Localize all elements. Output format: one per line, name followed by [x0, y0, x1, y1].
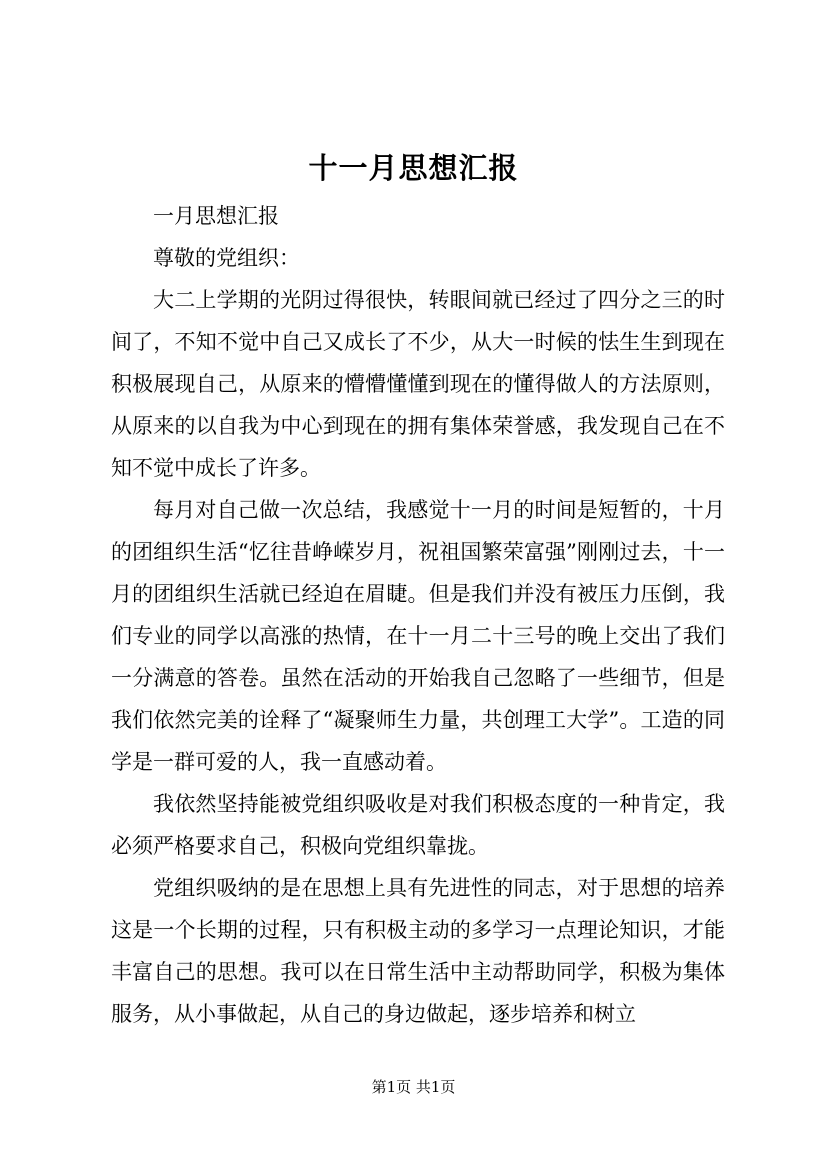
- paragraph-4: 党组织吸纳的是在思想上具有先进性的同志，对于思想的培养这是一个长期的过程，只有积极主动的多学习一点理论知识，才能丰富自己的思想。我可以在日常生活中主动帮助同学，积极为集体服务，从小事做起，从自己的身边做起，逐步培养和树立: [111, 876, 725, 1026]
- paragraph-subtitle: 一月思想汇报: [153, 204, 279, 228]
- paragraph-salutation: 尊敬的党组织：: [153, 246, 300, 270]
- paragraph-3: 我依然坚持能被党组织吸收是对我们积极态度的一种肯定，我必须严格要求自己，积极向党组织靠拢。: [111, 792, 725, 858]
- paragraph-2: 每月对自己做一次总结，我感觉十一月的时间是短暂的，十月的团组织生活“忆往昔峥嵘岁月，祝祖国繁荣富强”刚刚过去，十一月的团组织生活就已经迫在眉睫。但是我们并没有被压力压倒，我们专业的同学以高涨的热情，在十一月二十三号的晚上交出了我们一分满意的答卷。虽然在活动的开始我自己忽略了一些细节，但是我们依然完美的诠释了“凝聚师生力量，共创理工大学”。工造的同学是一群可爱的人，我一直感动着。: [111, 498, 725, 774]
- page-footer: 第1页 共1页: [371, 1078, 456, 1096]
- document-title: 十一月思想汇报: [308, 151, 519, 185]
- paragraph-1: 大二上学期的光阴过得很快，转眼间就已经过了四分之三的时间了，不知不觉中自己又成长了不少，从大一时候的怯生生到现在积极展现自己，从原来的懵懵懂懂到现在的懂得做人的方法原则，从原来的以自我为中心到现在的拥有集体荣誉感，我发现自己在不知不觉中成长了许多。: [111, 288, 725, 480]
- document-body: [111, 195, 725, 1035]
